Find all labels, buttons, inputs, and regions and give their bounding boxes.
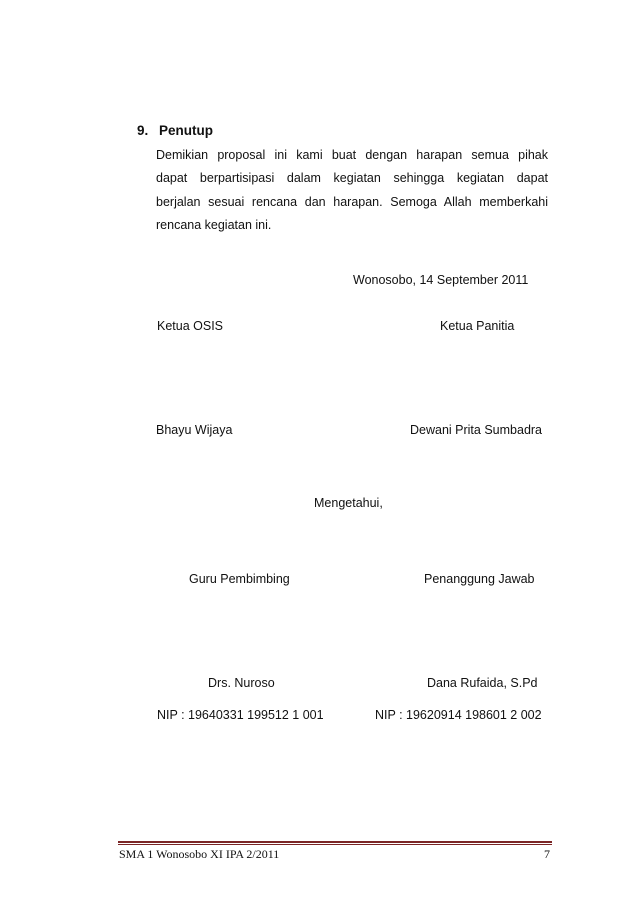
paragraph-line: dapat berpartisipasi dalam kegiatan sehingga kegiatan dapat [156, 171, 548, 186]
right-approver-name: Dana Rufaida, S.Pd [427, 676, 538, 690]
left-approver-role: Guru Pembimbing [189, 572, 290, 586]
right-approver-nip: NIP : 19620914 198601 2 002 [375, 708, 542, 722]
section-heading [137, 124, 213, 138]
paragraph-line: berjalan sesuai rencana dan harapan. Semoga Allah memberkahi [156, 194, 548, 209]
left-approver-name: Drs. Nuroso [208, 676, 275, 690]
paragraph-line: Demikian proposal ini kami buat dengan harapan semua pihak [156, 148, 548, 162]
section-number: 9. [137, 123, 149, 138]
paragraph-line: rencana kegiatan ini. [156, 217, 272, 232]
right-signatory-name: Dewani Prita Sumbadra [410, 423, 543, 437]
section-title: Penutup [159, 123, 213, 138]
right-approver-role: Penanggung Jawab [424, 572, 535, 586]
footer-rule-thin [118, 844, 552, 845]
closing-paragraph [156, 147, 548, 240]
left-signatory-name: Bhayu Wijaya [156, 423, 233, 437]
right-role-ketua-panitia: Ketua Panitia [440, 319, 515, 333]
footer-text: SMA 1 Wonosobo XI IPA 2/2011 [119, 847, 280, 861]
page-number: 7 [544, 847, 550, 861]
left-role-ketua-osis: Ketua OSIS [157, 319, 224, 333]
acknowledged-label: Mengetahui, [314, 496, 383, 510]
footer-rule [118, 841, 552, 843]
place-date: Wonosobo, 14 September 2011 [353, 273, 529, 287]
left-approver-nip: NIP : 19640331 199512 1 001 [157, 708, 324, 722]
